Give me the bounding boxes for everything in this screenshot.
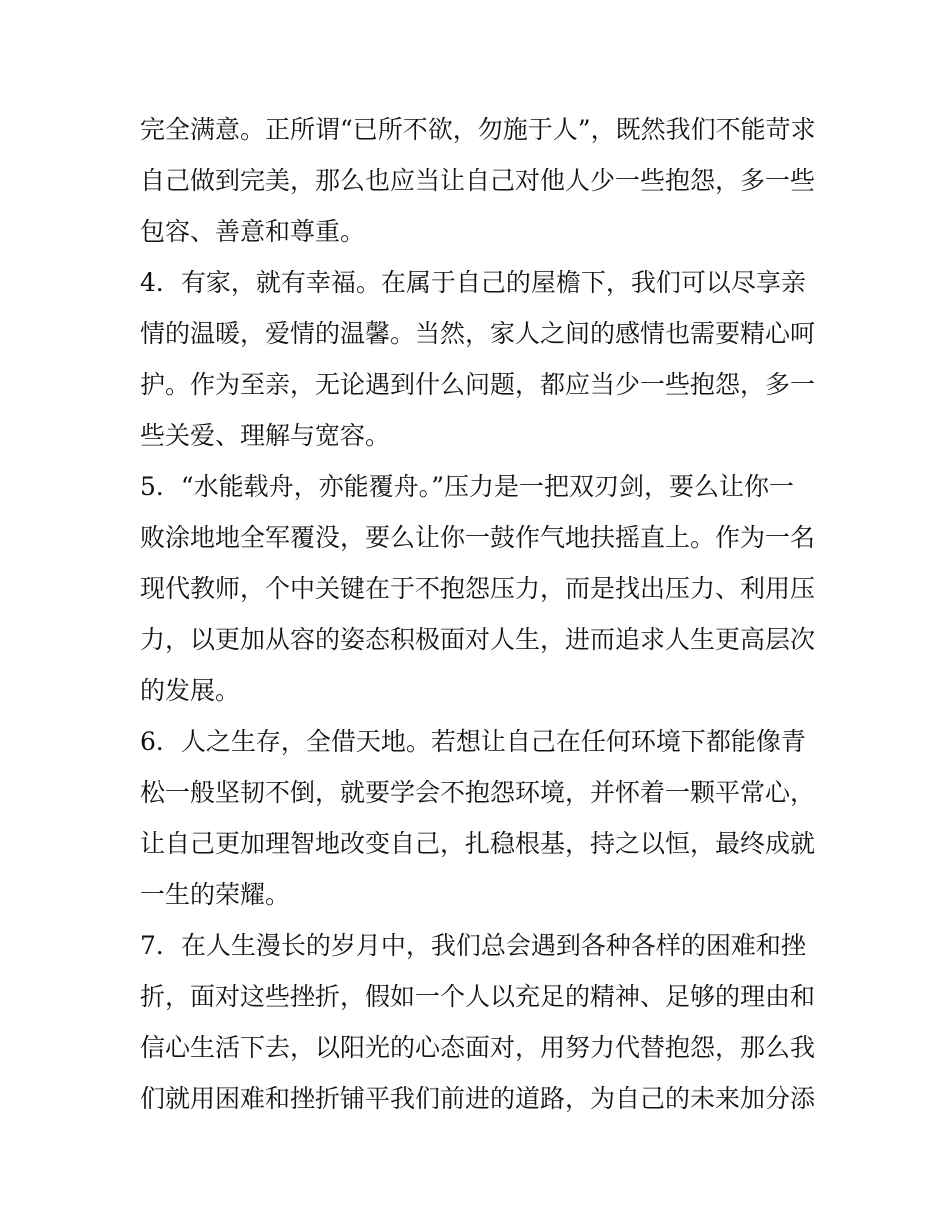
text-line-15: 让自己更加理智地改变自己，扎稳根基，持之以恒，最终成就: [140, 829, 816, 858]
text-line-6: 护。作为至亲，无论遇到什么问题，都应当少一些抱怨，多一: [140, 370, 816, 399]
text-line-12: 的发展。: [140, 676, 241, 705]
text-line-5: 情的温暖，爱情的温馨。当然，家人之间的感情也需要精心呵: [140, 319, 816, 348]
text-line-11: 力，以更加从容的姿态积极面对人生，进而追求人生更高层次: [140, 625, 816, 654]
text-line-17: 7．在人生漫长的岁月中，我们总会遇到各种各样的困难和挫: [140, 931, 806, 960]
text-line-7: 些关爱、理解与宽容。: [140, 421, 391, 450]
text-line-2: 自己做到完美，那么也应当让自己对他人少一些抱怨，多一些: [140, 166, 816, 195]
text-line-18: 折，面对这些挫折，假如一个人以充足的精神、足够的理由和: [140, 982, 816, 1011]
text-line-16: 一生的荣耀。: [140, 880, 291, 909]
text-line-20: 们就用困难和挫折铺平我们前进的道路，为自己的未来加分添: [140, 1084, 816, 1113]
text-line-8: 5．“水能载舟，亦能覆舟。”压力是一把双刃剑，要么让你一: [140, 472, 794, 501]
text-line-1: 完全满意。正所谓“已所不欲，勿施于人”，既然我们不能苛求: [140, 115, 816, 144]
text-line-19: 信心生活下去，以阳光的心态面对，用努力代替抱怨，那么我: [140, 1033, 816, 1062]
text-line-13: 6．人之生存，全借天地。若想让自己在任何环境下都能像青: [140, 727, 806, 756]
document-body: [140, 104, 820, 1124]
text-line-3: 包容、善意和尊重。: [140, 217, 366, 246]
text-line-4: 4．有家，就有幸福。在属于自己的屋檐下，我们可以尽享亲: [140, 268, 806, 297]
text-line-10: 现代教师，个中关键在于不抱怨压力，而是找出压力、利用压: [140, 574, 816, 603]
text-line-14: 松一般坚韧不倒，就要学会不抱怨环境，并怀着一颗平常心，: [140, 778, 816, 807]
text-line-9: 败涂地地全军覆没，要么让你一鼓作气地扶摇直上。作为一名: [140, 523, 816, 552]
